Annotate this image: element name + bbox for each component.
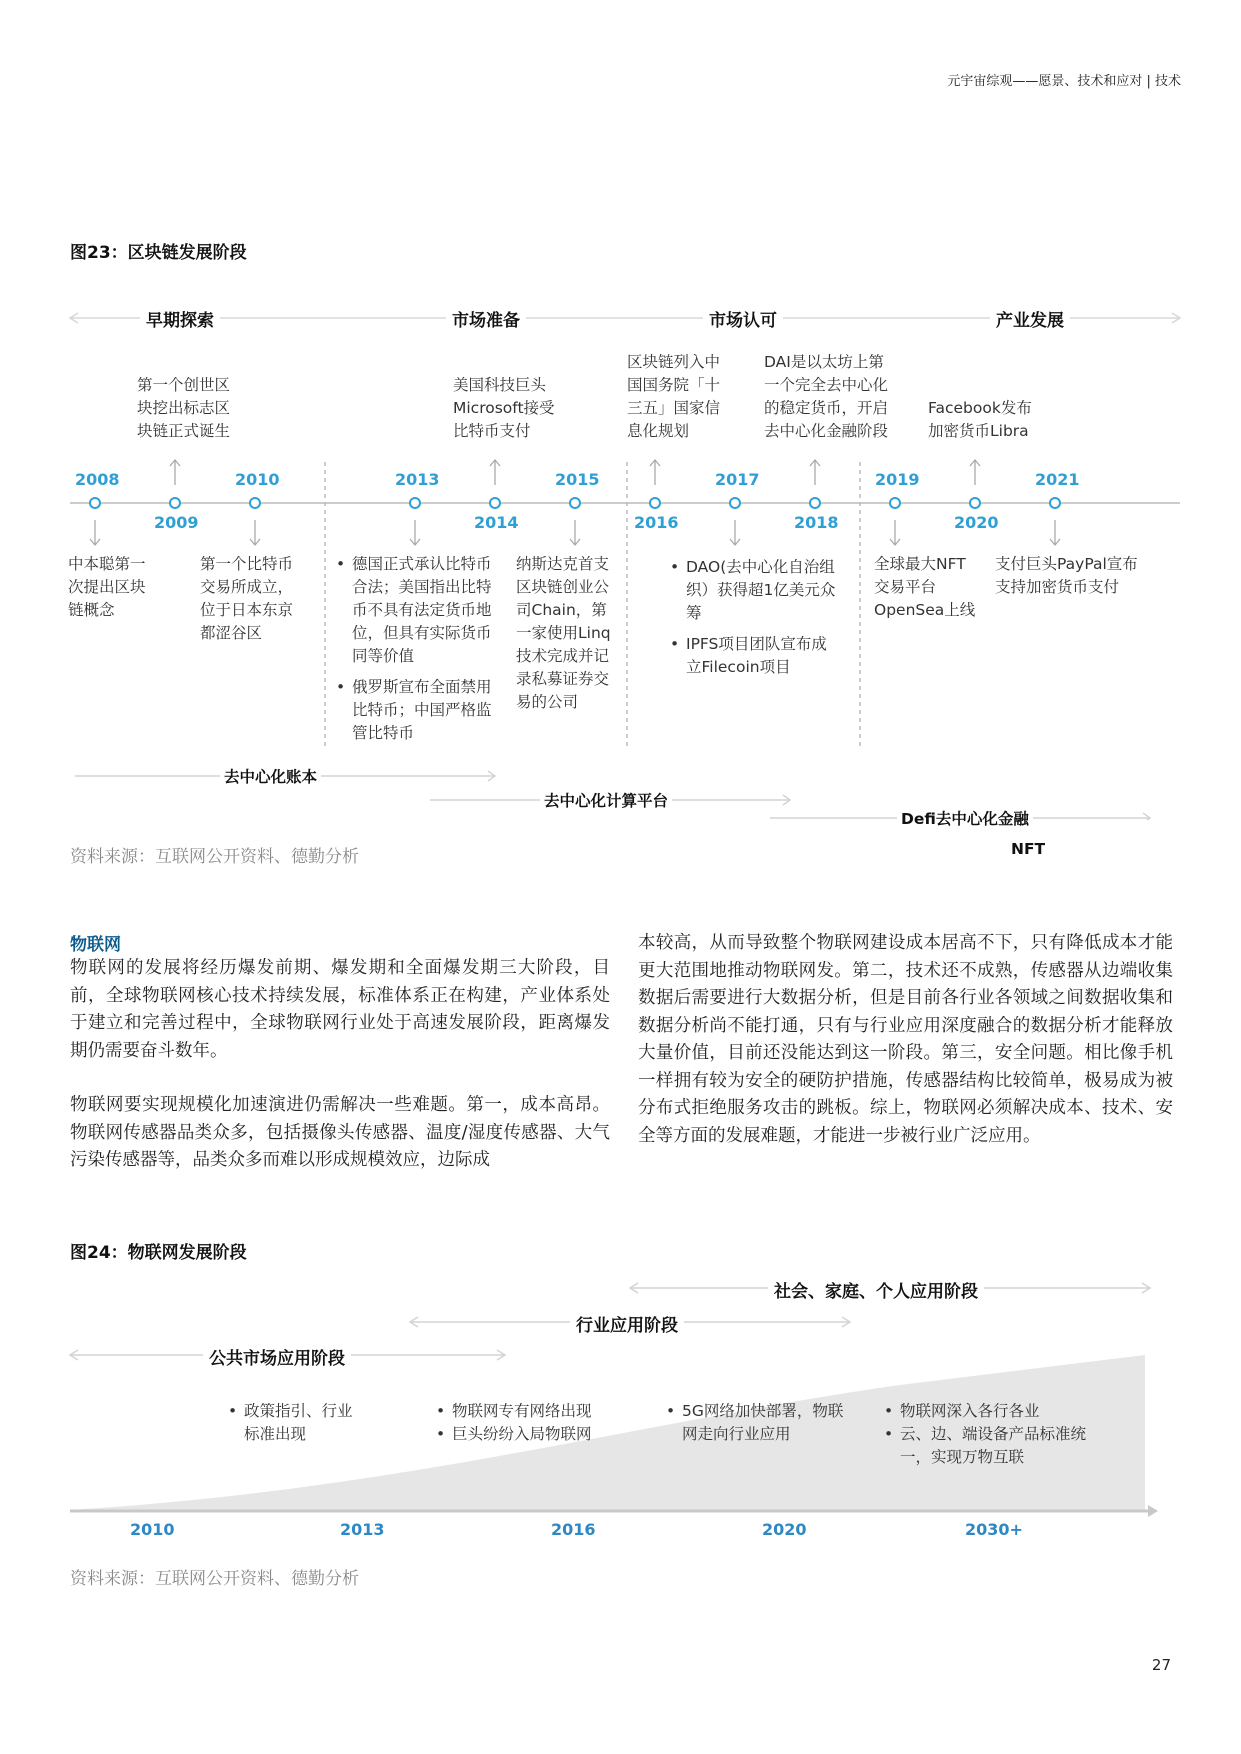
dot-2017 — [730, 498, 740, 508]
event-2013 — [332, 553, 502, 753]
fig24-item: • 物联网专有网络出现 — [452, 1400, 632, 1423]
year-2013: 2013 — [395, 470, 440, 489]
stage-public-market: 公共市场应用阶段 — [203, 1344, 351, 1369]
year-2008: 2008 — [75, 470, 120, 489]
year-2020: 2020 — [954, 513, 999, 532]
year-2009: 2009 — [154, 513, 199, 532]
dot-2010 — [250, 498, 260, 508]
dot-2013 — [410, 498, 420, 508]
event-2013-item: • 德国正式承认比特币合法；美国指出比特币不具有法定货币地位，但具有实际货币同等价值 — [352, 553, 502, 668]
fig24-item: • 物联网深入各行各业 — [900, 1400, 1090, 1423]
fig24-year-2030-plus: 2030+ — [965, 1520, 1023, 1539]
event-2009: 第一个创世区 块挖出标志区 块链正式诞生 — [137, 376, 231, 440]
dot-2018 — [810, 498, 820, 508]
paragraph: 物联网的发展将经历爆发前期、爆发期和全面爆发期三大阶段，目前，全球物联网核心技术持续发展，标准体系正在构建，产业体系处于建立和完善过程中，全球物联网行业处于高速发展阶段，距离爆发期仍需要奋斗数年。 — [70, 958, 610, 1061]
fig24-year-2013: 2013 — [340, 1520, 385, 1539]
fig24-axis-arrowhead — [1148, 1505, 1158, 1517]
dot-2015 — [570, 498, 580, 508]
dot-2019 — [890, 498, 900, 508]
fig24-item: • 政策指引、行业标准出现 — [244, 1400, 364, 1446]
fig24-year-2020: 2020 — [762, 1520, 807, 1539]
event-2015: 纳斯达克首支 区块链创业公 司Chain，第 一家使用Linq 技术完成并记 录私募证券交 易的公司 — [516, 555, 611, 711]
year-2019: 2019 — [875, 470, 920, 489]
event-2008: 中本聪第一 次提出区块 链概念 — [68, 555, 146, 619]
event-2010: 第一个比特币 交易所成立， 位于日本东京 都涩谷区 — [200, 555, 294, 642]
event-2013-item: • 俄罗斯宣布全面禁用比特币；中国严格监管比特币 — [352, 676, 502, 745]
event-2019: 全球最大NFT 交易平台 OpenSea上线 — [874, 555, 976, 619]
dot-2016 — [650, 498, 660, 508]
fig24-item: • 巨头纷纷入局物联网 — [452, 1423, 632, 1446]
stage-society-home-personal: 社会、家庭、个人应用阶段 — [768, 1277, 984, 1302]
event-2018: DAI是以太坊上第 一个完全去中心化 的稳定货币，开启 去中心化金融阶段 — [764, 353, 889, 440]
phase-industry-development: 产业发展 — [990, 306, 1070, 331]
fig24-year-2010: 2010 — [130, 1520, 175, 1539]
figure-24-title: 图24：物联网发展阶段 — [70, 1243, 247, 1263]
fig24-item: • 云、边、端设备产品标准统一，实现万物互联 — [900, 1423, 1090, 1469]
event-2021: 支付巨头PayPal宣布 支持加密货币支付 — [995, 555, 1138, 596]
fig24-item: • 5G网络加快部署，物联网走向行业应用 — [682, 1400, 852, 1446]
body-left-column — [70, 930, 610, 1175]
dot-2008 — [90, 498, 100, 508]
dot-2021 — [1050, 498, 1060, 508]
year-2014: 2014 — [474, 513, 519, 532]
year-2021: 2021 — [1035, 470, 1080, 489]
event-2016: 区块链列入中 国国务院「十 三五」国家信 息化规划 — [627, 353, 721, 440]
figure-24-source: 资料来源：互联网公开资料、德勤分析 — [70, 1569, 359, 1589]
body-right-column — [638, 930, 1173, 1150]
year-2016: 2016 — [634, 513, 679, 532]
paragraph: 物联网要实现规模化加速演进仍需解决一些难题。第一，成本高昂。物联网传感器品类众多，包括摄像头传感器、温度/湿度传感器、大气污染传感器等，品类众多而难以形成规模效应，边际成 — [70, 1095, 610, 1170]
event-2014: 美国科技巨头 Microsoft接受 比特币支付 — [453, 376, 555, 440]
year-2018: 2018 — [794, 513, 839, 532]
fig24-group-2010 — [224, 1400, 364, 1454]
phase-market-preparation: 市场准备 — [446, 306, 526, 331]
event-2017-item: • IPFS项目团队宣布成立Filecoin项目 — [686, 633, 836, 679]
fig24-group-2020 — [880, 1400, 1090, 1477]
track-defi: Defi去中心化金融 — [897, 807, 1033, 829]
fig24-year-2016: 2016 — [551, 1520, 596, 1539]
paragraph: 本较高，从而导致整个物联网建设成本居高不下，只有降低成本才能更大范围地推动物联网发。第二，技术还不成熟，传感器从边端收集数据后需要进行大数据分析，但是目前各行业各领域之间数据收集和数据分析尚不能打通，只有与行业应用深度融合的数据分析才能释放大量价值，目前还没能达到这一阶段。第三，安全问题。相比像手机一样拥有较为安全的硬防护措施，传感器结构比较简单，极易成为被分布式拒绝服务攻击的跳板。综上，物联网必须解决成本、技术、安全等方面的发展难题，才能进一步被行业广泛应用。 — [638, 933, 1173, 1146]
figure-23-source: 资料来源：互联网公开资料、德勤分析 — [70, 847, 359, 867]
fig24-group-2013 — [432, 1400, 632, 1454]
section-heading-iot: 物联网 — [70, 935, 121, 955]
dot-2009 — [170, 498, 180, 508]
event-2017-item: • DAO(去中心化自治组织）获得超1亿美元众筹 — [686, 556, 836, 625]
figure-23-title: 图23：区块链发展阶段 — [70, 243, 247, 263]
year-2015: 2015 — [555, 470, 600, 489]
page-number: 27 — [1151, 1656, 1171, 1674]
track-decentralized-ledger: 去中心化账本 — [220, 765, 321, 787]
year-2017: 2017 — [715, 470, 760, 489]
track-decentralized-computing: 去中心化计算平台 — [540, 789, 672, 811]
running-header: 元宇宙综观——愿景、技术和应对 | 技术 — [947, 74, 1181, 89]
dot-2020 — [970, 498, 980, 508]
year-2010: 2010 — [235, 470, 280, 489]
phase-early-exploration: 早期探索 — [140, 306, 220, 331]
event-2017 — [666, 556, 836, 687]
phase-market-recognition: 市场认可 — [703, 306, 783, 331]
track-nft: NFT — [1007, 840, 1049, 858]
fig24-group-2016 — [662, 1400, 852, 1454]
stage-industry-application: 行业应用阶段 — [570, 1311, 684, 1336]
dot-2014 — [490, 498, 500, 508]
event-2020: Facebook发布 加密货币Libra — [928, 399, 1032, 440]
